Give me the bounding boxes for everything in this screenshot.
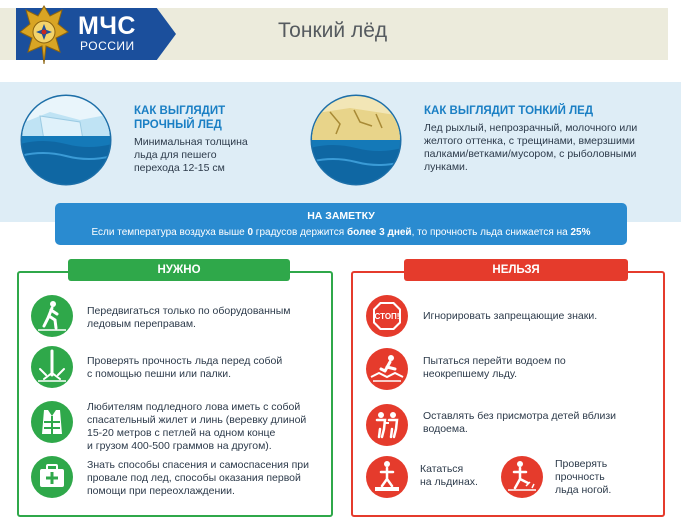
thin-ice-text: Лед рыхлый, непрозрачный, молочного или желтого оттенка, с трещинами, вмерзшими палками/ветками/мусором, с рыболовными лунками.	[424, 122, 638, 173]
children-unattended-icon	[365, 403, 409, 447]
strong-ice-heading: КАК ВЫГЛЯДИТ ПРОЧНЫЙ ЛЕД	[134, 105, 226, 131]
brand-subtitle: РОССИИ	[80, 39, 135, 53]
emchs-emblem-icon	[18, 2, 70, 68]
life-vest-icon	[30, 400, 74, 444]
need-label: НУЖНО	[68, 259, 290, 281]
forbid-item-2: Пытаться перейти водоем по неокрепшему льду.	[423, 355, 566, 380]
forbid-item-4: Кататься на льдинах.	[420, 463, 478, 488]
need-item-3: Любителям подледного лова иметь с собой спасательный жилет и линь (веревку длиной 15-20 метров с петлей на одном конце и грузом 400-500 граммов на другом).	[87, 401, 307, 452]
need-item-2: Проверять прочность льда перед собой с помощью пешни или палки.	[87, 355, 283, 380]
falling-through-ice-icon	[365, 347, 409, 391]
forbid-item-3: Оставлять без присмотра детей вблизи водоема.	[423, 410, 617, 435]
walking-crossing-icon	[30, 294, 74, 338]
ice-pick-check-icon	[30, 345, 74, 389]
stop-sign-icon	[365, 294, 409, 338]
thin-ice-icon	[310, 94, 402, 186]
note-box	[55, 203, 627, 245]
forbid-label: НЕЛЬЗЯ	[404, 259, 628, 281]
foot-check-ice-icon	[500, 455, 544, 499]
strong-ice-text: Минимальная толщина льда для пешего перехода 12-15 см	[134, 136, 248, 174]
need-item-1: Передвигаться только по оборудованным ледовым переправам.	[87, 305, 291, 330]
stop-sign-text: СТОП!	[374, 312, 400, 321]
first-aid-kit-icon	[30, 455, 74, 499]
page-title: Тонкий лёд	[278, 19, 388, 42]
need-item-4: Знать способы спасения и самоспасения при провале под лед, способы оказания первой помощи при переохлаждении.	[87, 459, 309, 497]
ice-floe-riding-icon	[365, 455, 409, 499]
note-text: Если температура воздуха выше 0 градусов держится более 3 дней, то прочность льда снижается на 25%	[91, 227, 591, 238]
brand-title: МЧС	[78, 12, 136, 40]
forbid-item-5: Проверять прочность льда ногой.	[555, 458, 612, 496]
forbid-item-1: Игнорировать запрещающие знаки.	[423, 310, 598, 322]
note-title: НА ЗАМЕТКУ	[307, 210, 375, 222]
thin-ice-heading: КАК ВЫГЛЯДИТ ТОНКИЙ ЛЕД	[424, 105, 594, 117]
strong-ice-icon	[20, 94, 112, 186]
